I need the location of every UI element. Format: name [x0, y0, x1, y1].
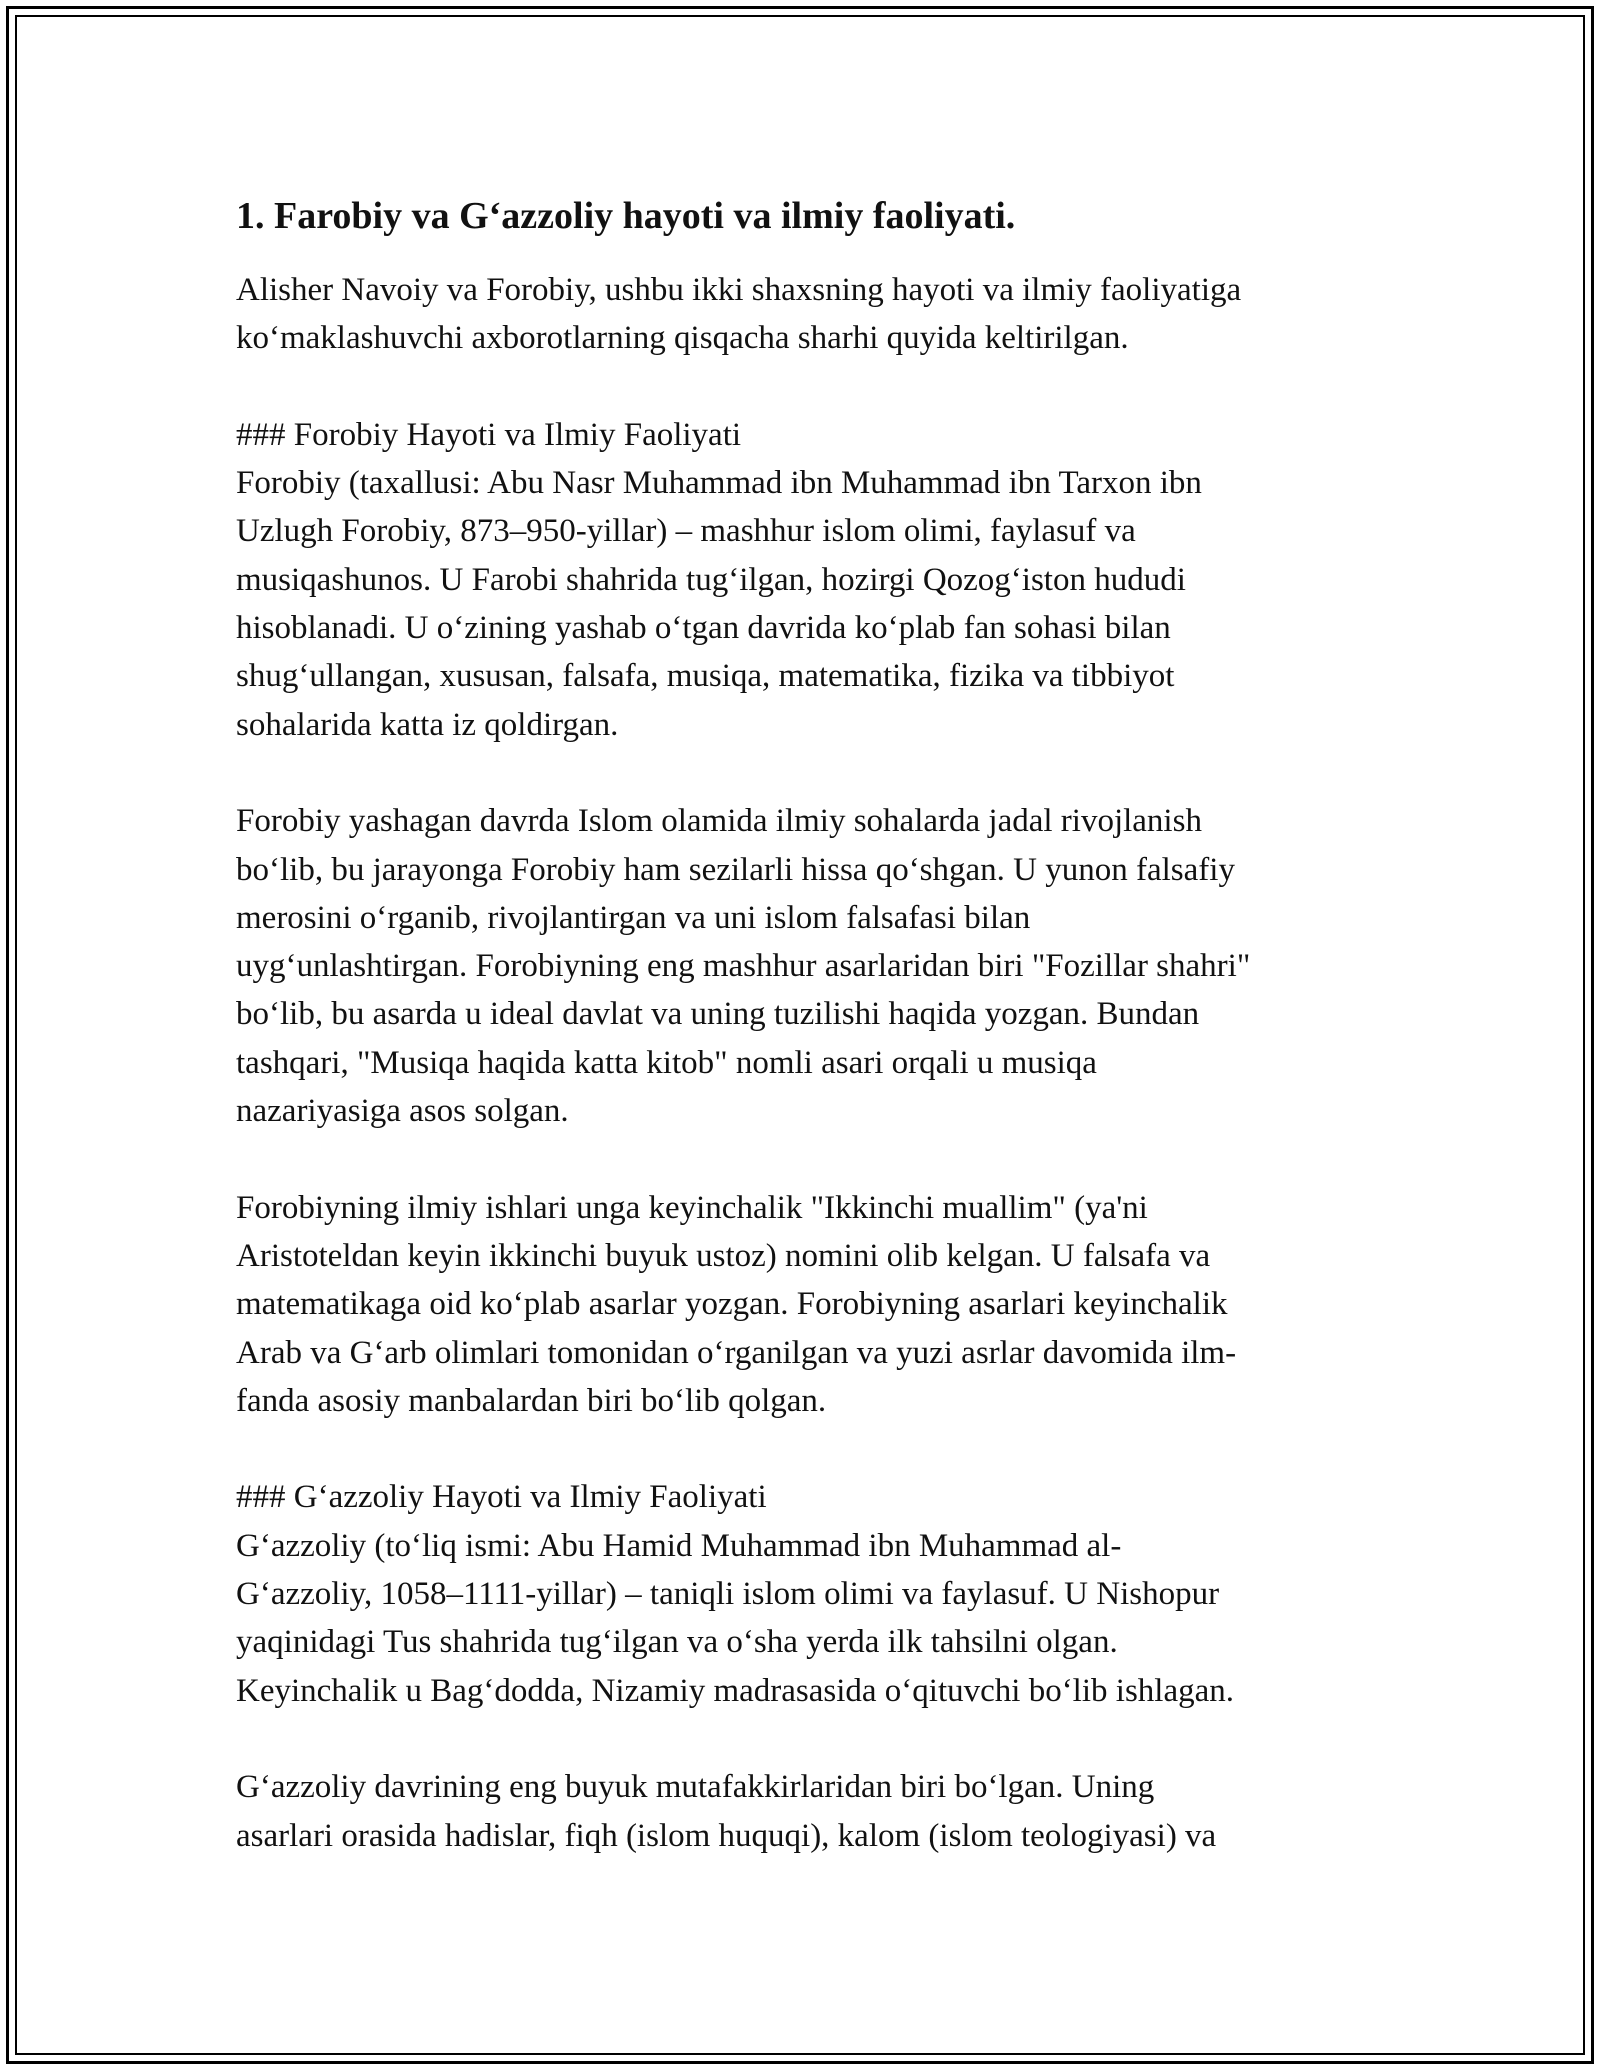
text-line: matematikaga oid ko‘plab asarlar yozgan. Forobiyning asarlari keyinchalik	[236, 1286, 1228, 1323]
text-line: hisoblanadi. U o‘zining yashab o‘tgan davrida ko‘plab fan sohasi bilan	[236, 610, 1171, 647]
text-line: uyg‘unlashtirgan. Forobiyning eng mashhur asarlaridan biri "Fozillar shahri"	[236, 948, 1251, 985]
text-line: Uzlugh Forobiy, 873–950-yillar) – mashhur islom olimi, faylasuf va	[236, 513, 1136, 550]
text-line: sohalarida katta iz qoldirgan.	[236, 706, 619, 743]
text-line: ### G‘azzoliy Hayoti va Ilmiy Faoliyati	[236, 1479, 767, 1516]
text-line: fanda asosiy manbalardan biri bo‘lib qolgan.	[236, 1382, 827, 1419]
text-line: bo‘lib, bu asarda u ideal davlat va uning tuzilishi haqida yozgan. Bundan	[236, 996, 1200, 1033]
paragraph-gap	[236, 363, 1386, 411]
text-line: G‘azzoliy (to‘liq ismi: Abu Hamid Muhammad ibn Muhammad al-	[236, 1527, 1122, 1564]
text-line: tashqari, "Musiqa haqida katta kitob" nomli asari orqali u musiqa	[236, 1044, 1097, 1081]
text-line: shug‘ullangan, xususan, falsafa, musiqa, matematika, fizika va tibbiyot	[236, 658, 1175, 695]
text-line: Alisher Navoiy va Forobiy, ushbu ikki shaxsning hayoti va ilmiy faoliyatiga	[236, 272, 1242, 308]
paragraph	[236, 797, 1386, 1135]
text-line: Aristoteldan keyin ikkinchi buyuk ustoz) nomini olib kelgan. U falsafa va	[236, 1237, 1211, 1274]
paragraph	[236, 1763, 1386, 1860]
paragraph-gap	[236, 1425, 1386, 1473]
text-line: nazariyasiga asos solgan.	[236, 1093, 569, 1130]
text-line: ### Forobiy Hayoti va Ilmiy Faoliyati	[236, 416, 742, 453]
text-line: musiqashunos. U Farobi shahrida tug‘ilgan, hozirgi Qozog‘iston hududi	[236, 561, 1186, 598]
page-title: 1. Farobiy va G‘azzoliy hayoti va ilmiy faoliyati.	[236, 195, 1016, 237]
text-line: G‘azzoliy, 1058–1111-yillar) – taniqli islom olimi va faylasuf. U Nishopur	[236, 1576, 1220, 1613]
text-line: Forobiy yashagan davrda Islom olamida ilmiy sohalarda jadal rivojlanish	[236, 803, 1202, 840]
paragraph	[236, 266, 1386, 363]
text-line: Forobiyning ilmiy ishlari unga keyinchalik "Ikkinchi muallim" (ya'ni	[236, 1189, 1148, 1226]
paragraph-gap	[236, 1135, 1386, 1183]
text-line: yaqinidagi Tus shahrida tug‘ilgan va o‘sha yerda ilk tahsilni olgan.	[236, 1624, 1118, 1661]
text-line: bo‘lib, bu jarayonga Forobiy ham sezilarli hissa qo‘shgan. U yunon falsafiy	[236, 851, 1235, 888]
paragraph-list	[236, 266, 1386, 1860]
text-line: asarlari orasida hadislar, fiqh (islom huquqi), kalom (islom teologiyasi) va	[236, 1817, 1217, 1854]
text-line: Arab va G‘arb olimlari tomonidan o‘rganilgan va yuzi asrlar davomida ilm-	[236, 1334, 1237, 1371]
text-line: ko‘maklashuvchi axborotlarning qisqacha sharhi quyida keltirilgan.	[236, 320, 1129, 357]
text-line: merosini o‘rganib, rivojlantirgan va uni islom falsafasi bilan	[236, 899, 1031, 936]
text-line: G‘azzoliy davrining eng buyuk mutafakkirlaridan biri bo‘lgan. Uning	[236, 1769, 1155, 1806]
paragraph	[236, 1184, 1386, 1425]
paragraph-gap	[236, 1715, 1386, 1763]
paragraph	[236, 411, 1386, 749]
paragraph-gap	[236, 749, 1386, 797]
text-line: Forobiy (taxallusi: Abu Nasr Muhammad ibn Muhammad ibn Tarxon ibn	[236, 465, 1202, 502]
text-line: Keyinchalik u Bag‘dodda, Nizamiy madrasasida o‘qituvchi bo‘lib ishlagan.	[236, 1672, 1234, 1709]
paragraph	[236, 1473, 1386, 1714]
document-body	[236, 190, 1386, 1860]
